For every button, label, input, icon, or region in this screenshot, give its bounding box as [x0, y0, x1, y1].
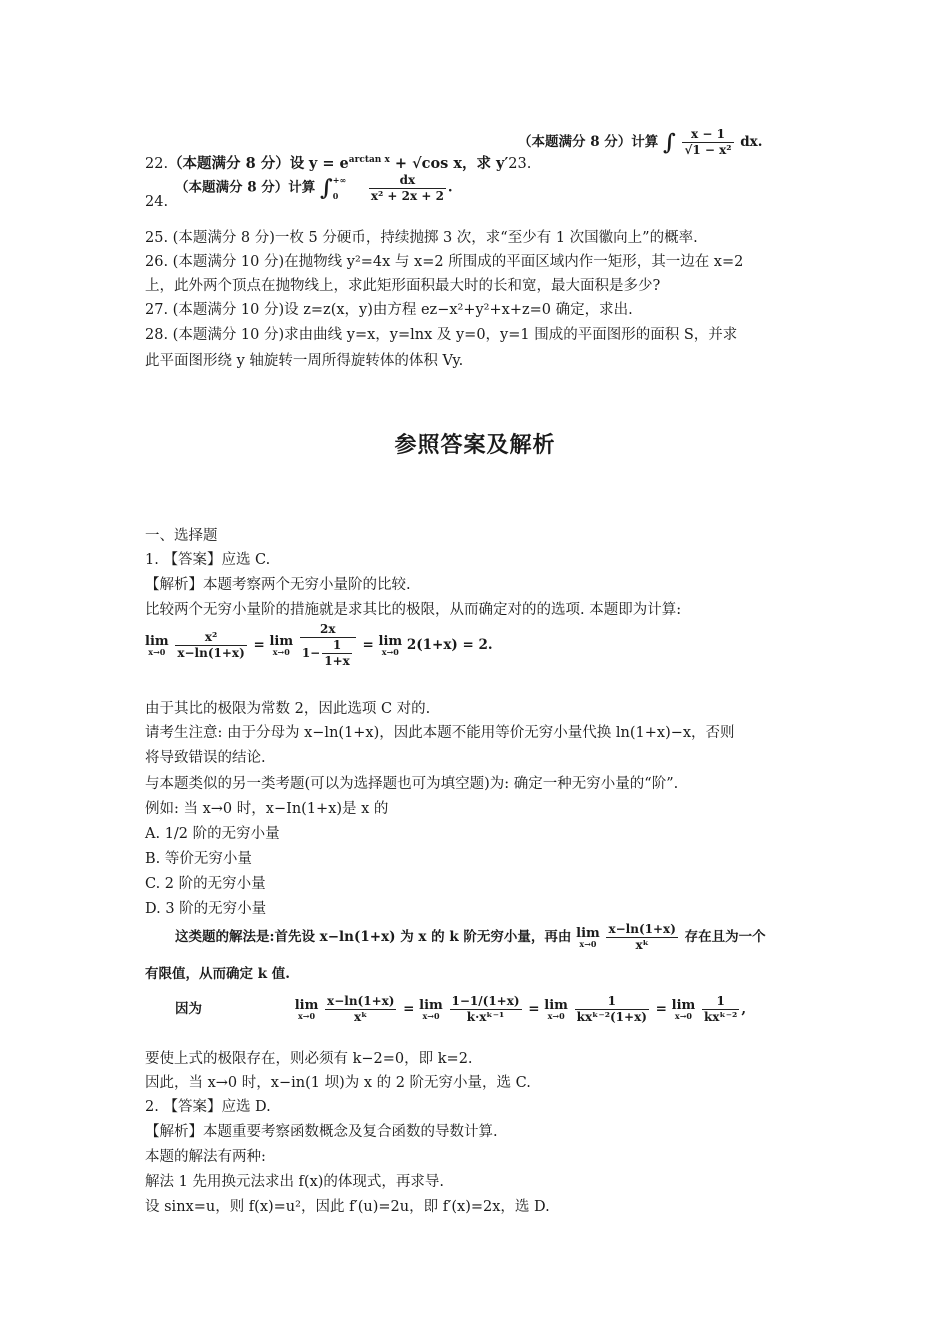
analysis-1-text6: 例如: 当 x→0 时，x−In(1+x)是 x 的: [145, 801, 389, 817]
question-26-line1: 26. (本题满分 10 分)在抛物线 y²=4x 与 x=2 所围成的平面区域内作一矩形，其一边在 x=2: [145, 254, 744, 270]
analysis-1: 【解析】本题考察两个无穷小量阶的比较.: [145, 577, 411, 593]
analysis-1-text1: 比较两个无穷小量阶的措施就是求其比的极限，从而确定对的的选项. 本题即为计算:: [145, 602, 682, 618]
option-b: B. 等价无穷小量: [145, 851, 252, 867]
question-22: 22.（本题满分 8 分）设 $y = e^{arctan x} + √\cos$ x，求 y′23.: [145, 154, 532, 172]
analysis-1-text7: 要使上式的极限存在，则必须有 k−2=0，即 k=2.: [145, 1051, 473, 1067]
scanned-method-line2: 有限值，从而确定 k 值.: [145, 966, 290, 982]
scanned-method-line1: 这类题的解法是:首先设 x−ln(1+x) 为 x 的 k 阶无穷小量，再由 lim x→0 $\frac{x-\ln(1+x)}{\text{xᵏ}}$ 存在且为一个: [175, 922, 766, 952]
analysis-2-text2: 解法 1 先用换元法求出 f(x)的体现式，再求导.: [145, 1174, 445, 1190]
answer-1: 1. 【答案】应选 C.: [145, 552, 271, 568]
section-heading: 一、选择题: [145, 528, 218, 544]
option-c: C. 2 阶的无穷小量: [145, 876, 266, 892]
question-23: （本题满分 8 分）计算 ∫ $\frac{x - 1}{\text{√1 − x²}}$ dx.: [518, 127, 763, 157]
question-24: 24.: [145, 194, 169, 210]
question-25: 25. (本题满分 8 分)一枚 5 分硬币，持续抛掷 3 次，求“至少有 1 次国徽向上”的概率.: [145, 230, 698, 246]
answer-2: 2. 【答案】应选 D.: [145, 1099, 271, 1115]
scanned-because: 因为 lim x→0 $\frac{x-\ln(1+x)}{\text{xᵏ}}$ = lim x→0 $\frac{1-1/(1+x)}{\text{k·xᵏ⁻¹}}$ = lim x→0 $\frac{1}{\text{kxᵏ⁻²(1+x)}}$ = lim x→0 $\frac{1}{\text{kxᵏ⁻²}}$ ,: [175, 994, 747, 1024]
formula-limit-1: lim x→0 $\frac{\text{x²}}{x-\ln(1+x)}$ = lim x→0 2x 1− $\frac{1}{1+x}$ = lim x→0 2(1+x) = 2.: [145, 622, 493, 668]
analysis-2-text1: 本题的解法有两种:: [145, 1149, 266, 1165]
analysis-1-text4: 将导致错误的结论.: [145, 750, 266, 766]
analysis-2-text3: 设 sinx=u，则 f(x)=u²，因此 f′(u)=2u，即 f′(x)=2x，选 D.: [145, 1199, 550, 1215]
question-28-line1: 28. (本题满分 10 分)求由曲线 y=x，y=lnx 及 y=0，y=1 围成的平面图形的面积 S，并求: [145, 327, 738, 343]
answers-title: 参照答案及解析: [394, 432, 556, 458]
option-d: D. 3 阶的无穷小量: [145, 901, 267, 917]
analysis-2: 【解析】本题重要考察函数概念及复合函数的导数计算.: [145, 1124, 498, 1140]
analysis-1-text3: 请考生注意: 由于分母为 x−ln(1+x)，因此本题不能用等价无穷小量代换 ln(1+x)−x，否则: [145, 725, 735, 741]
analysis-1-text5: 与本题类似的另一类考题(可以为选择题也可为填空题)为: 确定一种无穷小量的“阶”.: [145, 776, 679, 792]
option-a: A. 1/2 阶的无穷小量: [145, 826, 280, 842]
analysis-1-text8: 因此，当 x→0 时，x−in(1 坝)为 x 的 2 阶无穷小量，选 C.: [145, 1075, 531, 1091]
question-28-line2: 此平面图形绕 y 轴旋转一周所得旋转体的体积 Vy.: [145, 353, 464, 369]
analysis-1-text2: 由于其比的极限为常数 2，因此选项 C 对的.: [145, 701, 431, 717]
question-26-line2: 上，此外两个顶点在抛物线上，求此矩形面积最大时的长和宽，最大面积是多少?: [145, 278, 661, 294]
question-24-formula: （本题满分 8 分）计算 ∫ +∞ 0 $\frac{dx}{\text{x² + 2x + 2}}$ .: [175, 172, 453, 203]
question-27: 27. (本题满分 10 分)设 z=z(x，y)由方程 ez−x²+y²+x+z=0 确定，求出.: [145, 302, 633, 318]
